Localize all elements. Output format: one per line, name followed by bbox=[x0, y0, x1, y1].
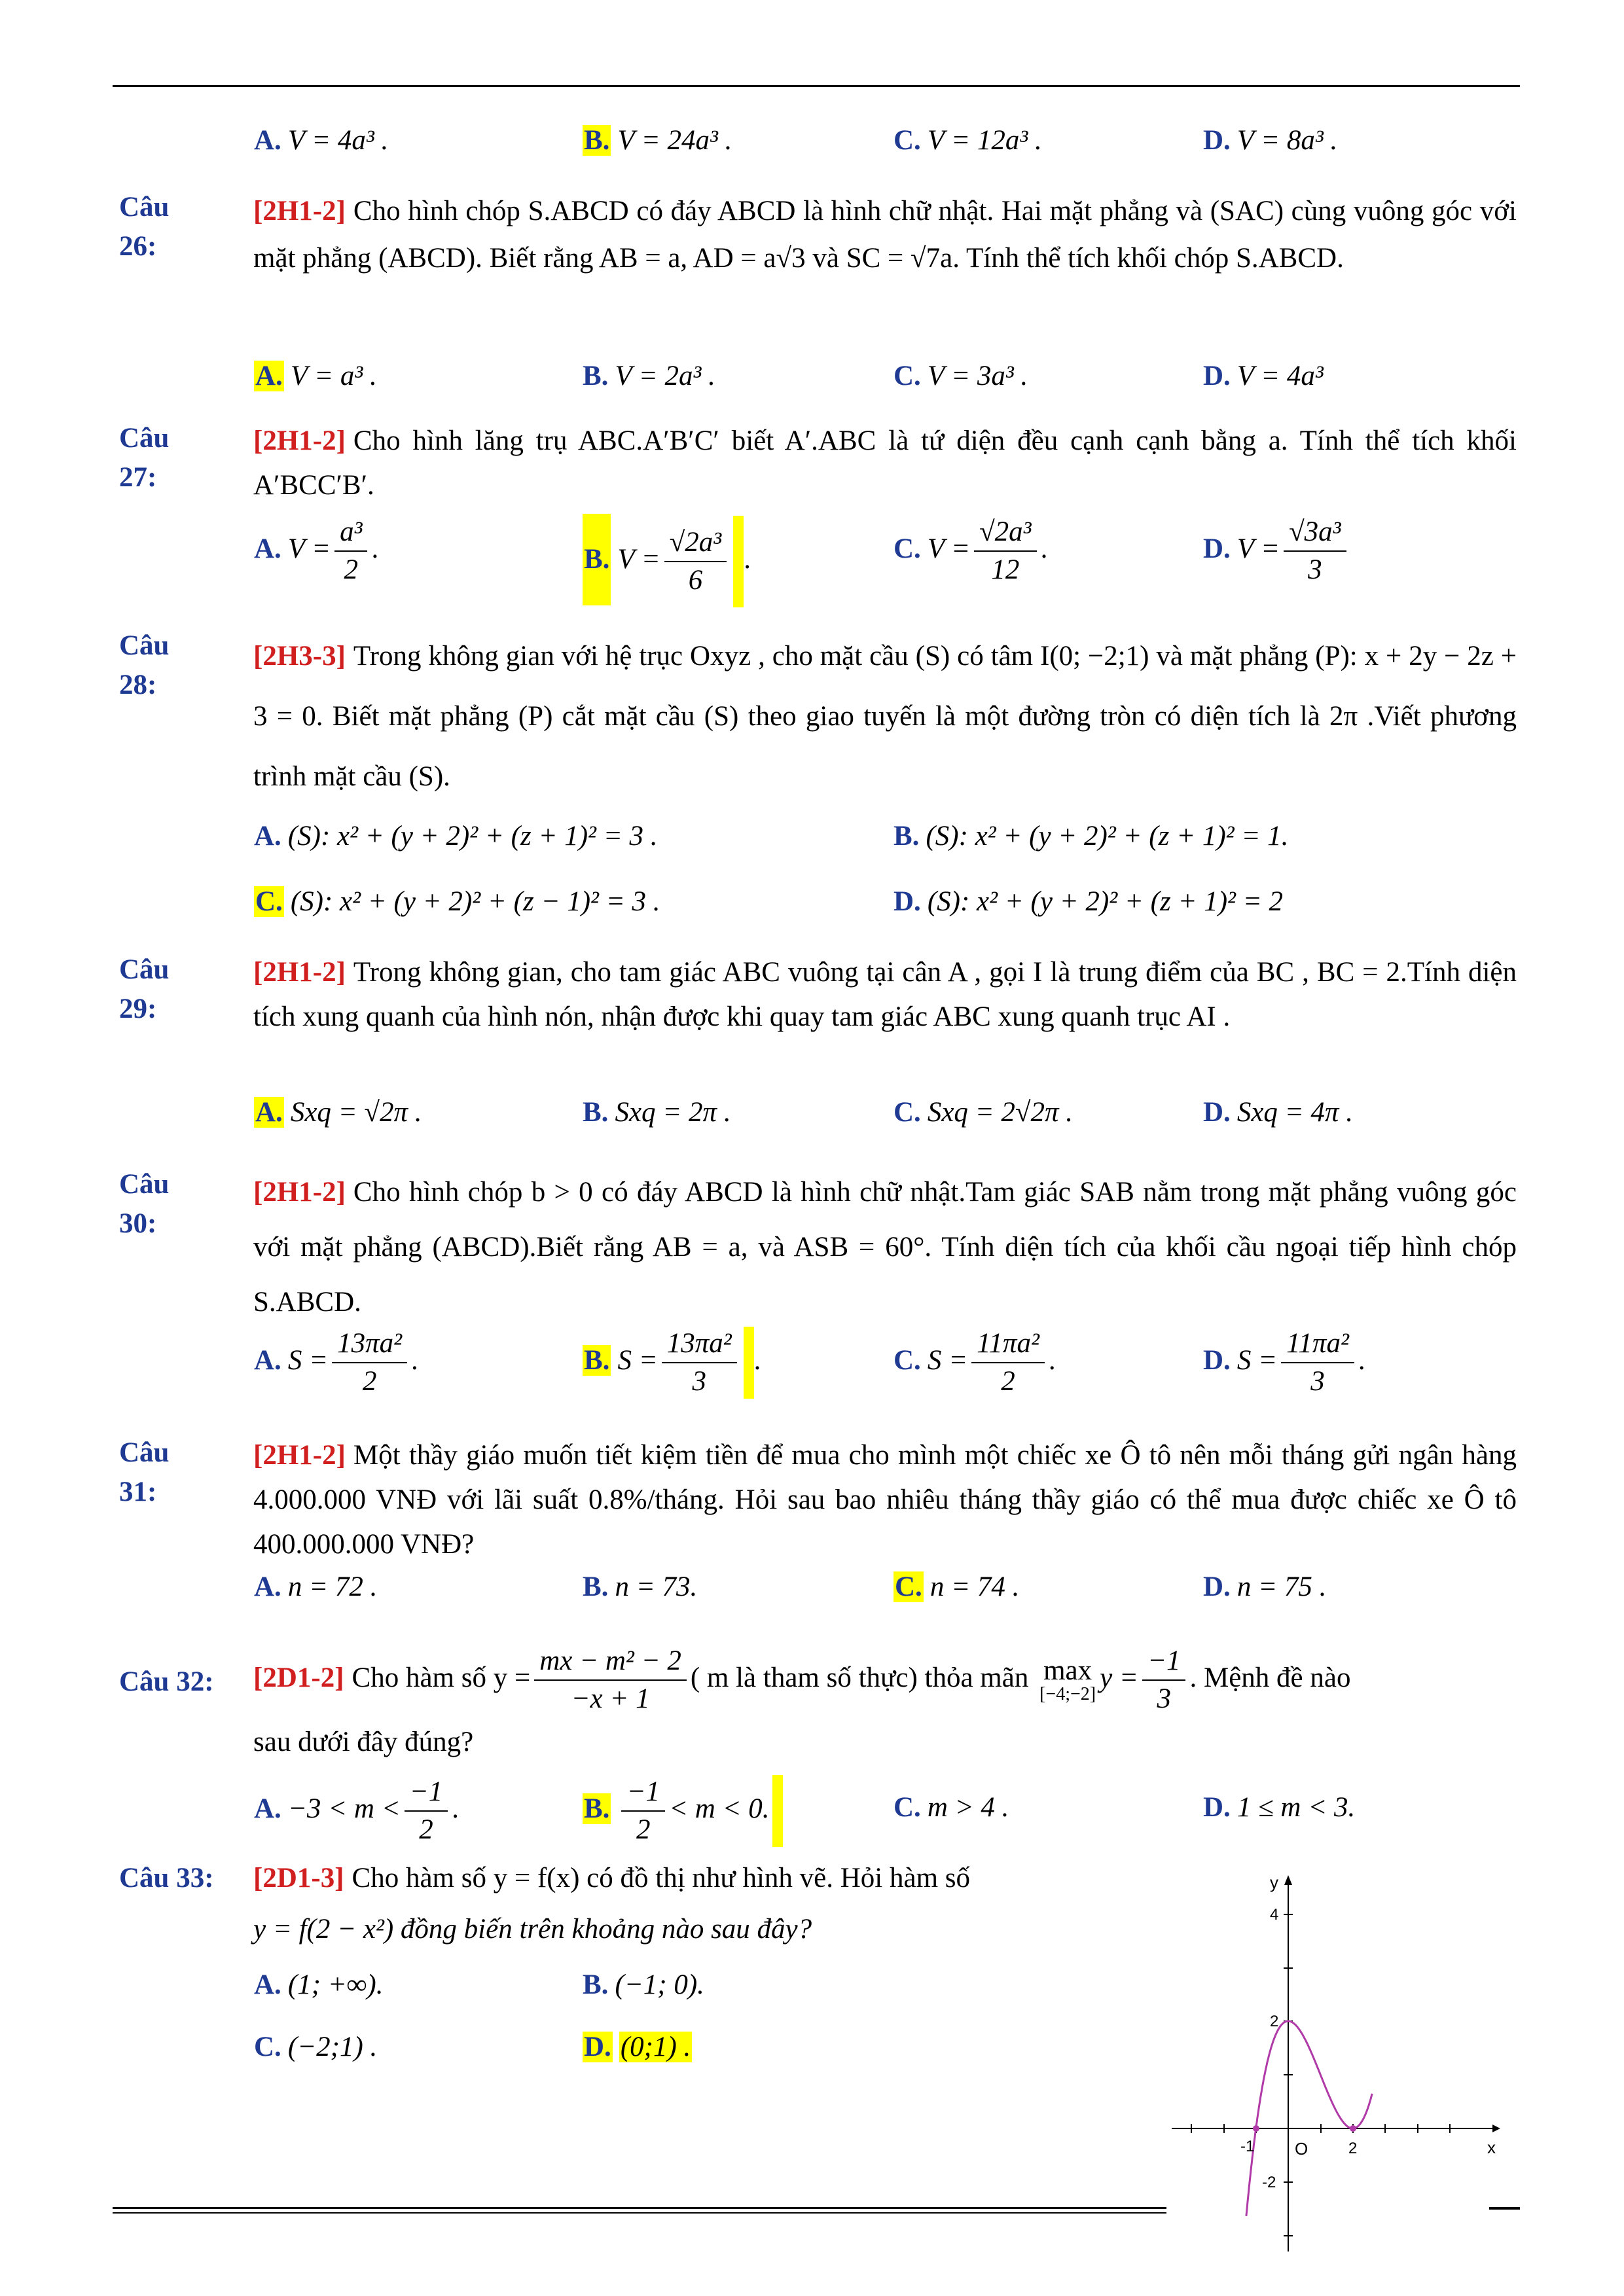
function-graph bbox=[1152, 1859, 1519, 2251]
q30-option-c: C. S = $\frac{\text{11πa²}}{2}$ . bbox=[893, 1325, 1056, 1400]
question-33-line2: y = f(2 − x²) đồng biến trên khoảng nào sau đây? bbox=[253, 1914, 812, 1945]
question-text: Cho hàm số y = f(x) có đồ thị như hình vẽ. Hỏi hàm số bbox=[352, 1863, 971, 1893]
answer-highlight bbox=[733, 516, 744, 607]
q33-option-c: C. (−2;1) . bbox=[254, 2032, 378, 2062]
q27-option-a: A. V = $\frac{\text{a³}}{2}$ . bbox=[254, 514, 378, 588]
question-text: Cho hình chóp S.ABCD có đáy ABCD là hình chữ nhật. Hai mặt phẳng và (SAC) cùng vuông góc với mặt phẳng (ABCD). Biết rằng AB = a, AD = a√3 và SC = √7a. Tính thể tích khối chóp S.ABCD. bbox=[253, 196, 1517, 274]
q26-option-c: C. V = 3a³ . bbox=[893, 361, 1028, 391]
q31-option-c: C. n = 74 . bbox=[895, 1571, 1020, 1602]
header-rule bbox=[113, 85, 1520, 87]
question-32: Câu 32: [2D1-2] Cho hàm số y = $\frac{\text{mx − m² − 2}}{-x + 1}$ ( m là tham số thực) thỏa mãn max [−4;−2] y = $\frac{-1}{3}$ . Mệnh đề nào bbox=[119, 1643, 1526, 1721]
q25-option-d: D. V = 8a³ . bbox=[1203, 125, 1338, 156]
q29-option-c: C. Sxq = 2√2π . bbox=[893, 1097, 1074, 1128]
q26-option-d: D. V = 4a³ bbox=[1203, 361, 1324, 391]
q25-option-a: A. V = 4a³ . bbox=[254, 125, 389, 156]
question-label: Câu 26: bbox=[119, 192, 170, 262]
q33-option-a: A. (1; +∞). bbox=[254, 1969, 384, 2000]
question-tag: [2H3-3] bbox=[253, 641, 346, 672]
q30-option-a: A. S = $\frac{\text{13πa²}}{2}$ . bbox=[254, 1325, 418, 1400]
q31-option-b: B. n = 73. bbox=[583, 1571, 698, 1602]
q28-option-d: D. (S): x² + (y + 2)² + (z + 1)² = 2 bbox=[893, 886, 1283, 917]
answer-highlight bbox=[744, 1327, 754, 1399]
tick-label-y-4: 4 bbox=[1270, 1906, 1279, 1924]
question-label: Câu 31: bbox=[119, 1437, 170, 1507]
footer-rule-bottom bbox=[113, 2212, 1166, 2214]
q26-option-b: B. V = 2a³ . bbox=[583, 361, 715, 391]
q32-option-c: C. m > 4 . bbox=[893, 1792, 1009, 1823]
tick-label-x-neg1: -1 bbox=[1240, 2138, 1255, 2155]
q33-option-d: D. (0;1) . bbox=[584, 2032, 691, 2062]
q30-option-d: D. S = $\frac{\text{11πa²}}{3}$ . bbox=[1203, 1325, 1365, 1400]
question-label: Câu 32: bbox=[119, 1666, 214, 1697]
question-label: Câu 27: bbox=[119, 423, 170, 493]
question-text: Cho hình lăng trụ ABC.A′B′C′ biết A′.ABC là tứ diện đều cạnh cạnh bằng a. Tính thể tích khối A′BCC′B′. bbox=[253, 425, 1517, 501]
q33-option-b: B. (−1; 0). bbox=[583, 1969, 704, 2000]
answer-highlight bbox=[772, 1775, 783, 1847]
question-tag: [2H1-2] bbox=[253, 425, 346, 456]
q27-option-b: B. V = $\frac{\text{√2a³}}{6}$ . bbox=[583, 514, 751, 607]
q27-option-d: D. V = $\frac{\text{√3a³}}{3}$ bbox=[1203, 514, 1350, 588]
tick-label-x-2: 2 bbox=[1348, 2140, 1358, 2157]
x-axis-arrow bbox=[1492, 2125, 1500, 2132]
y-axis-label: y bbox=[1270, 1873, 1278, 1892]
q32-option-a: A. −3 < m < $\frac{-1}{2}$ . bbox=[254, 1774, 459, 1848]
q32-option-d: D. 1 ≤ m < 3. bbox=[1203, 1792, 1356, 1823]
question-tag: [2H1-2] bbox=[253, 196, 346, 226]
question-tag: [2D1-2] bbox=[253, 1662, 344, 1693]
q31-option-a: A. n = 72 . bbox=[254, 1571, 378, 1602]
question-label: Câu 33: bbox=[119, 1863, 214, 1893]
question-text: Cho hình chóp b > 0 có đáy ABCD là hình chữ nhật.Tam giác SAB nằm trong mặt phẳng vuông góc với mặt phẳng (ABCD).Biết rằng AB = a, và ASB = 60°. Tính diện tích của khối cầu ngoại tiếp hình chóp S.ABCD. bbox=[253, 1177, 1517, 1318]
question-label: Câu 29: bbox=[119, 954, 170, 1024]
question-label: Câu 28: bbox=[119, 630, 170, 700]
question-tag: [2H1-2] bbox=[253, 957, 346, 988]
q28-option-b: B. (S): x² + (y + 2)² + (z + 1)² = 1. bbox=[893, 821, 1289, 852]
question-32-line2: sau dưới đây đúng? bbox=[253, 1727, 474, 1757]
tick-label-y-neg2: -2 bbox=[1262, 2174, 1276, 2191]
tick-label-y-2: 2 bbox=[1270, 2013, 1279, 2030]
q28-option-c: C. (S): x² + (y + 2)² + (z − 1)² = 3 . bbox=[255, 886, 660, 917]
q30-option-b: B. S = $\frac{\text{13πa²}}{3}$ . bbox=[583, 1325, 761, 1400]
root-point bbox=[1350, 2125, 1356, 2132]
question-tag: [2D1-3] bbox=[253, 1863, 344, 1893]
question-text-cont: ( m là tham số thực) thỏa mãn bbox=[690, 1662, 1029, 1693]
question-tag: [2H1-2] bbox=[253, 1177, 346, 1208]
q27-option-c: C. V = $\frac{\text{√2a³}}{12}$ . bbox=[893, 514, 1047, 588]
footer-rule-right bbox=[1489, 2207, 1520, 2210]
footer-rule-top bbox=[113, 2207, 1166, 2209]
q25-option-b: B. V = 24a³ . bbox=[584, 125, 732, 156]
root-point bbox=[1253, 2125, 1259, 2132]
origin-label: O bbox=[1295, 2139, 1308, 2159]
q28-option-a: A. (S): x² + (y + 2)² + (z + 1)² = 3 . bbox=[254, 821, 658, 852]
question-tag: [2H1-2] bbox=[253, 1440, 346, 1471]
q26-option-a: A. V = a³ . bbox=[255, 361, 377, 391]
q29-option-a: A. Sxq = √2π . bbox=[255, 1097, 422, 1128]
question-text: Cho hàm số y = bbox=[352, 1662, 531, 1693]
q29-option-d: D. Sxq = 4π . bbox=[1203, 1097, 1353, 1128]
question-text: Một thầy giáo muốn tiết kiệm tiền để mua cho mình một chiếc xe Ô tô nên mỗi tháng gửi ngân hàng 4.000.000 VNĐ với lãi suất 0.8%/tháng. Hỏi sau bao nhiêu tháng thầy giáo có thể mua được chiếc xe Ô tô 400.000.000 VNĐ? bbox=[253, 1440, 1517, 1560]
q31-option-d: D. n = 75 . bbox=[1203, 1571, 1327, 1602]
q32-option-b: B. $\frac{-1}{2}$ < m < 0. bbox=[583, 1774, 783, 1848]
x-axis-label: x bbox=[1487, 2138, 1496, 2157]
question-text: Trong không gian với hệ trục Oxyz , cho mặt cầu (S) có tâm I(0; −2;1) và mặt phẳng (P): x + 2y − 2z + 3 = 0. Biết mặt phẳng (P) cắt mặt cầu (S) theo giao tuyến là một đường tròn có diện tích là 2π .Viết phương trình mặt cầu (S). bbox=[253, 641, 1517, 792]
q25-option-c: C. V = 12a³ . bbox=[893, 125, 1042, 156]
q29-option-b: B. Sxq = 2π . bbox=[583, 1097, 731, 1128]
question-label: Câu 30: bbox=[119, 1169, 170, 1239]
question-text: Trong không gian, cho tam giác ABC vuông tại cân A , gọi I là trung điểm của BC , BC = 2.Tính diện tích xung quanh của hình nón, nhận được khi quay tam giác ABC xung quanh trục AI . bbox=[253, 957, 1517, 1032]
y-axis-arrow bbox=[1284, 1875, 1292, 1885]
